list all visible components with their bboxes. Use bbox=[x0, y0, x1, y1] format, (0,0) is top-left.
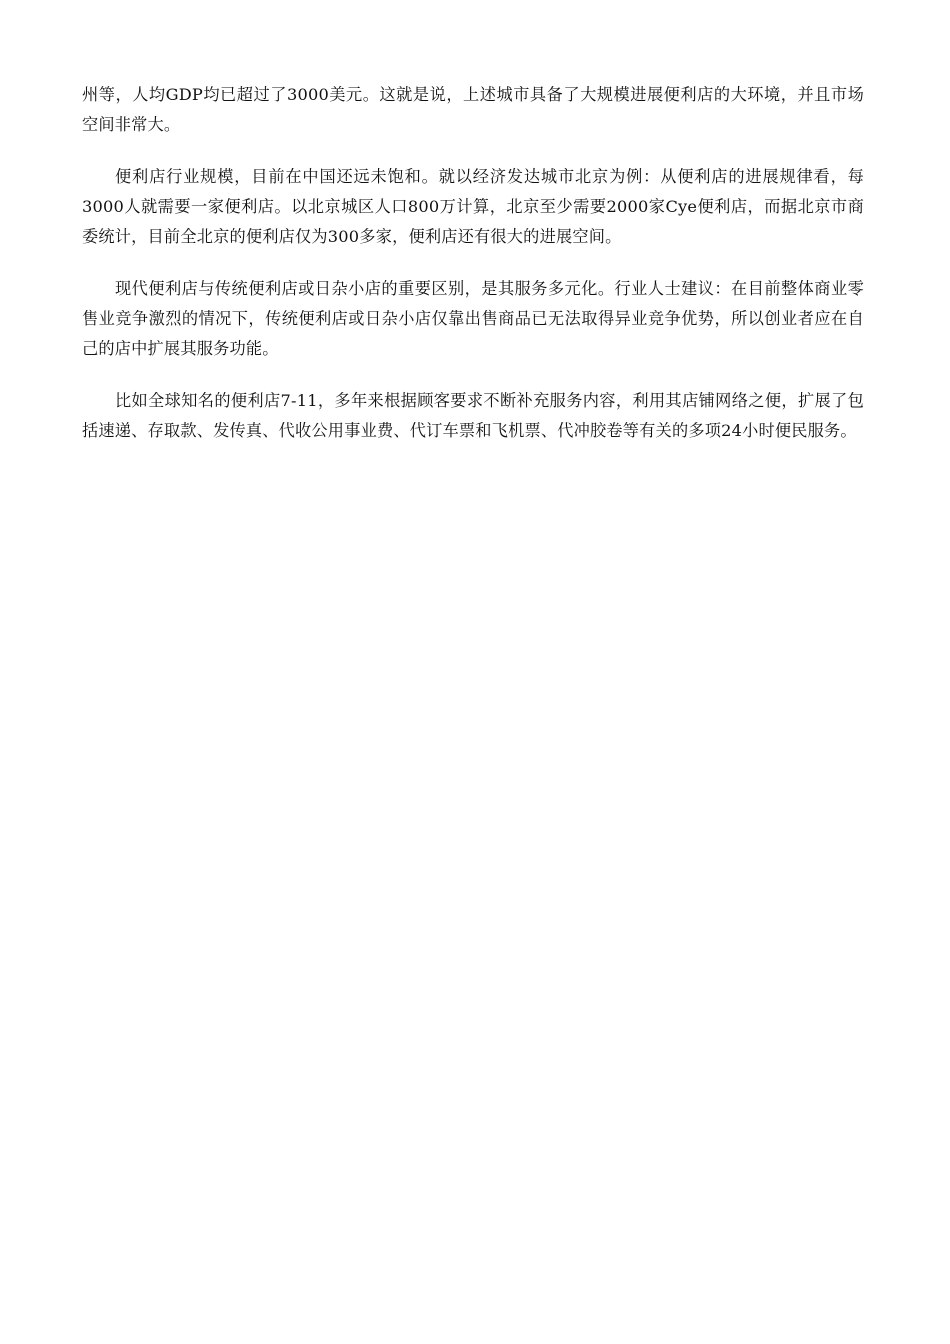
document-body bbox=[82, 80, 864, 468]
paragraph-service-diversification: 现代便利店与传统便利店或日杂小店的重要区别，是其服务多元化。行业人士建议：在目前整体商业零售业竞争激烈的情况下，传统便利店或日杂小店仅靠出售商品已无法取得异业竞争优势，所以创业者应在自己的店中扩展其服务功能。 bbox=[82, 279, 864, 358]
paragraph-7-11-example: 比如全球知名的便利店7-11，多年来根据顾客要求不断补充服务内容，利用其店铺网络之便，扩展了包括速递、存取款、发传真、代收公用事业费、代订车票和飞机票、代冲胶卷等有关的多项24小时便民服务。 bbox=[82, 391, 864, 440]
paragraph-industry-scale: 便利店行业规模，目前在中国还远未饱和。就以经济发达城市北京为例：从便利店的进展规律看，每3000人就需要一家便利店。以北京城区人口800万计算，北京至少需要2000家Cye便利店，而据北京市商委统计，目前全北京的便利店仅为300多家，便利店还有很大的进展空间。 bbox=[82, 167, 864, 246]
paragraph-continuation: 州等，人均GDP均已超过了3000美元。这就是说，上述城市具备了大规模进展便利店的大环境，并且市场空间非常大。 bbox=[82, 85, 864, 134]
